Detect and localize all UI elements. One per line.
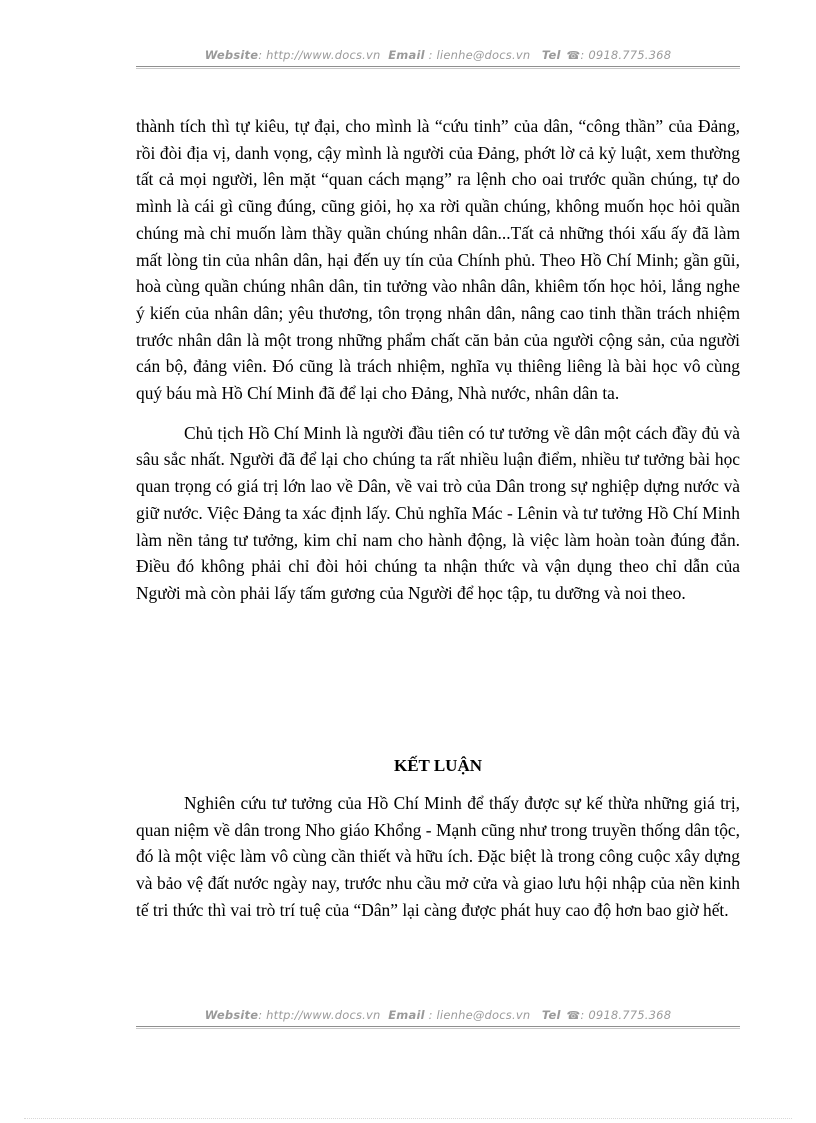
- footer-email-label: Email: [388, 1008, 425, 1022]
- section-heading-conclusion: KẾT LUẬN: [393, 756, 482, 775]
- footer-tel-label: Tel: [541, 1008, 561, 1022]
- telephone-icon: ☎: [566, 1009, 581, 1022]
- email-label: Email: [388, 48, 425, 62]
- conclusion-section: [136, 790, 740, 924]
- page-footer: [136, 1008, 740, 1022]
- telephone-icon: ☎: [566, 49, 581, 62]
- paragraph-continued: thành tích thì tự kiêu, tự đại, cho mình là “cứu tinh” của dân, “công thần” của Đảng, rồi đòi địa vị, danh vọng, cậy mình là người của Đảng, phớt lờ cả kỷ luật, xem thường tất cả mọi người, lên mặt “quan cách mạng” ra lệnh cho oai trước quần chúng, tự do mình là cái gì cũng đúng, cũng giỏi, họ xa rời quần chúng, không muốn học hỏi quần chúng mà chỉ muốn làm thầy quần chúng nhân dân...Tất cả những thói xấu ấy đã làm mất lòng tin của nhân dân, hại đến uy tín của Chính phủ. Theo Hồ Chí Minh; gần gũi, hoà cùng quần chúng nhân dân, tin tưởng vào nhân dân, khiêm tốn học hỏi, lắng nghe ý kiến của nhân dân; yêu thương, tôn trọng nhân dân, nâng cao tinh thần trách nhiệm trước nhân dân là một trong những phẩm chất căn bản của người cộng sản, của người cán bộ, đảng viên. Đó cũng là trách nhiệm, nghĩa vụ thiêng liêng là bài học vô cùng quý báu mà Hồ Chí Minh đã để lại cho Đảng, Nhà nước, nhân dân ta.: [136, 116, 740, 404]
- tel-label: Tel: [541, 48, 561, 62]
- footer-website-label: Website: [204, 1008, 259, 1022]
- document-body: [136, 113, 740, 607]
- website-url[interactable]: : http://www.docs.vn: [258, 48, 381, 62]
- paragraph-ho-chi-minh-thought: Chủ tịch Hồ Chí Minh là người đầu tiên có tư tưởng về dân một cách đầy đủ và sâu sắc nhất. Người đã để lại cho chúng ta rất nhiều luận điểm, nhiều tư tưởng bài học quan trọng có giá trị lớn lao về Dân, về vai trò của Dân trong sự nghiệp dựng nước và giữ nước. Việc Đảng ta xác định lấy. Chủ nghĩa Mác - Lênin và tư tưởng Hồ Chí Minh làm nền tảng tư tưởng, kim chỉ nam cho hành động, là việc làm hoàn toàn đúng đắn. Điều đó không phải chỉ đòi hỏi chúng ta nhận thức và vận dụng theo chỉ dẫn của Người mà còn phải lấy tấm gương của Người để học tập, tu dưỡng và noi theo.: [136, 422, 740, 603]
- footer-email-address[interactable]: : lienhe@docs.vn: [428, 1008, 531, 1022]
- footer-divider: [136, 1026, 740, 1029]
- footer-website-url[interactable]: : http://www.docs.vn: [258, 1008, 381, 1022]
- paragraph-conclusion: Nghiên cứu tư tưởng của Hồ Chí Minh để thấy được sự kế thừa những giá trị, quan niệm về dân trong Nho giáo Khổng - Mạnh cũng như trong truyền thống dân tộc, đó là một việc làm vô cùng cần thiết và hữu ích. Đặc biệt là trong công cuộc xây dựng và bảo vệ đất nước ngày nay, trước nhu cầu mở cửa và giao lưu hội nhập của nền kinh tế tri thức thì vai trò trí tuệ của “Dân” lại càng được phát huy cao độ hơn bao giờ hết.: [136, 793, 740, 920]
- page-bottom-edge: [24, 1118, 792, 1119]
- tel-number: : 0918.775.368: [580, 48, 672, 62]
- header-divider: [136, 66, 740, 69]
- email-address[interactable]: : lienhe@docs.vn: [428, 48, 531, 62]
- page-header: [136, 48, 740, 62]
- footer-tel-number: : 0918.775.368: [580, 1008, 672, 1022]
- website-label: Website: [204, 48, 259, 62]
